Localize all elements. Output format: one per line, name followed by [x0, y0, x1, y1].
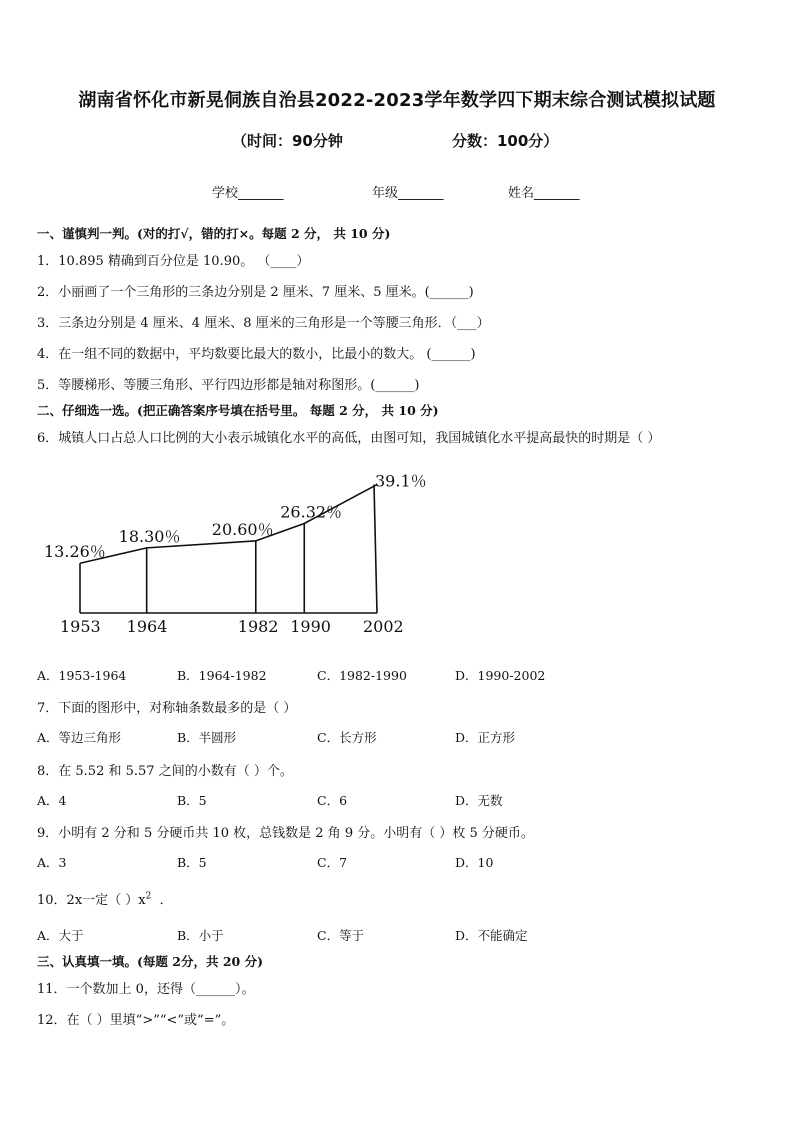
chart-tick-label-1953: 1953 — [60, 617, 101, 636]
chart-value-label-1982: 20.60％ — [211, 519, 274, 539]
chart-value-label-1953: 13.26％ — [44, 542, 106, 562]
question-10 — [37, 889, 173, 908]
question-2: 2．小丽画了一个三角形的三条边分别是 2 厘米、7 厘米、5 厘米。(______) — [37, 285, 474, 300]
chart-tick-label-1982: 1982 — [237, 617, 279, 636]
exam-time: （时间：90分钟 — [232, 132, 343, 150]
section-1-heading: 一、谨慎判一判。(对的打√，错的打×。每题 2 分， 共 10 分) — [37, 226, 391, 241]
question-8: 8．在 5.52 和 5.57 之间的小数有（ ）个。 — [37, 764, 293, 779]
section-3-heading: 三、认真填一填。(每题 2分，共 20 分) — [37, 954, 263, 969]
chart-value-label-2002: 39.1％ — [375, 471, 427, 491]
q8-option-c[interactable]: C．6 — [317, 793, 348, 808]
q9-option-a[interactable]: A．3 — [37, 855, 67, 870]
grade-field[interactable]: 年级_______ — [372, 186, 444, 201]
q6-option-a[interactable]: A．1953-1964 — [37, 668, 127, 683]
q7-option-c[interactable]: C．长方形 — [317, 730, 377, 745]
q8-option-a[interactable]: A．4 — [37, 793, 67, 808]
question-12: 12．在（ ）里填“>”“<”或“=”。 — [37, 1013, 235, 1028]
name-field[interactable]: 姓名_______ — [508, 186, 580, 201]
question-3: 3．三条边分别是 4 厘米、4 厘米、8 厘米的三角形是一个等腰三角形．（___） — [37, 316, 490, 331]
q7-option-a[interactable]: A．等边三角形 — [37, 730, 122, 745]
urbanization-chart — [30, 465, 450, 645]
question-9: 9．小明有 2 分和 5 分硬币共 10 枚，总钱数是 2 角 9 分。小明有（ ）枚 5 分硬币。 — [37, 826, 534, 841]
q10-option-b[interactable]: B．小于 — [177, 928, 224, 943]
page-title: 湖南省怀化市新晃侗族自治县2022-2023学年数学四下期末综合测试模拟试题 — [78, 90, 716, 111]
q9-option-b[interactable]: B．5 — [177, 855, 207, 870]
question-5: 5．等腰梯形、等腰三角形、平行四边形都是轴对称图形。(______) — [37, 378, 420, 393]
q8-option-b[interactable]: B．5 — [177, 793, 207, 808]
exam-score: 分数：100分） — [452, 132, 559, 150]
question-10-exponent: 2 — [145, 891, 152, 902]
chart-value-label-1990: 26.32％ — [280, 502, 343, 522]
chart-tick-label-1964: 1964 — [126, 617, 168, 636]
q10-option-d[interactable]: D．不能确定 — [455, 928, 528, 943]
q6-option-c[interactable]: C．1982-1990 — [317, 668, 407, 683]
q10-option-a[interactable]: A．大于 — [37, 928, 84, 943]
question-10-text: 10．2x一定（ ）x — [37, 893, 146, 908]
q9-option-d[interactable]: D．10 — [455, 855, 494, 870]
chart-tick-label-2002: 2002 — [363, 617, 404, 636]
section-2-heading: 二、仔细选一选。(把正确答案序号填在括号里。 每题 2 分， 共 10 分) — [37, 403, 439, 418]
school-field[interactable]: 学校_______ — [212, 186, 284, 201]
question-7: 7．下面的图形中，对称轴条数最多的是（ ） — [37, 701, 297, 716]
question-10-end: ． — [159, 893, 173, 908]
question-4: 4．在一组不同的数据中，平均数要比最大的数小，比最小的数大。 (______) — [37, 347, 476, 362]
question-11: 11．一个数加上 0，还得（______）。 — [37, 982, 255, 997]
q9-option-c[interactable]: C．7 — [317, 855, 348, 870]
q6-option-d[interactable]: D．1990-2002 — [455, 668, 546, 683]
q6-option-b[interactable]: B．1964-1982 — [177, 668, 267, 683]
chart-bar-2002 — [374, 485, 377, 613]
q7-option-d[interactable]: D．正方形 — [455, 730, 516, 745]
question-1: 1．10.895 精确到百分位是 10.90。 （____） — [37, 254, 310, 269]
q7-option-b[interactable]: B．半圆形 — [177, 730, 237, 745]
q10-option-c[interactable]: C．等于 — [317, 928, 365, 943]
q8-option-d[interactable]: D．无数 — [455, 793, 503, 808]
chart-value-label-1964: 18.30％ — [118, 526, 181, 546]
question-6: 6．城镇人口占总人口比例的大小表示城镇化水平的高低，由图可知，我国城镇化水平提高最快的时期是（ ） — [37, 431, 661, 446]
chart-tick-label-1990: 1990 — [290, 617, 331, 636]
